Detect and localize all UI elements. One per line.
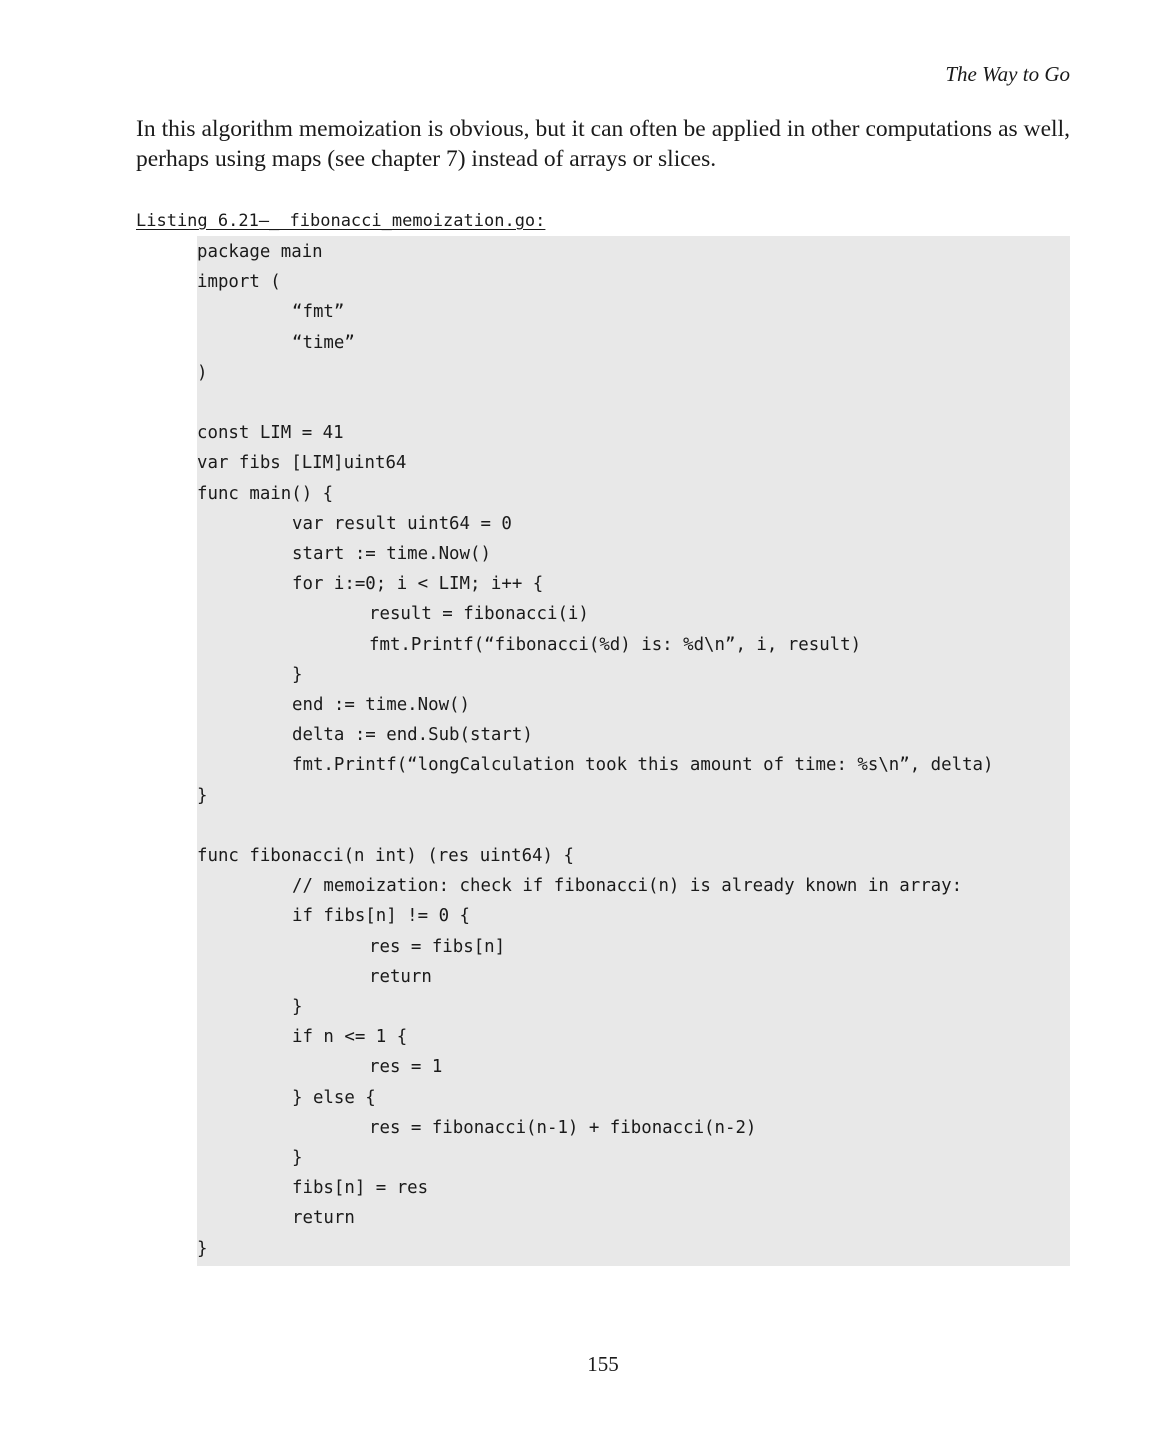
code-line: res = 1 [369, 1057, 443, 1078]
code-line: func main() { [197, 483, 334, 504]
code-line: } else { [292, 1087, 376, 1108]
code-line: fmt.Printf(“fibonacci(%d) is: %d\n”, i, result) [369, 634, 862, 655]
code-line: var result uint64 = 0 [292, 513, 512, 534]
intro-paragraph: In this algorithm memoization is obvious, but it can often be applied in other computations as well, perhaps using maps (see chapter 7) instead of arrays or slices. [136, 116, 1070, 172]
code-line: for i:=0; i < LIM; i++ { [292, 574, 544, 595]
code-line: ) [197, 362, 208, 383]
code-line: return [369, 966, 432, 987]
code-line: const LIM = 41 [197, 423, 344, 444]
code-line: func fibonacci(n int) (res uint64) { [197, 846, 574, 866]
running-header: The Way to Go [945, 62, 1070, 86]
code-line: “time” [292, 332, 355, 353]
code-line: result = fibonacci(i) [369, 604, 589, 625]
code-line: import ( [197, 272, 281, 293]
code-line: end := time.Now() [292, 695, 470, 715]
code-line: } [197, 785, 208, 806]
code-line: “fmt” [292, 302, 345, 323]
code-line: } [292, 1148, 303, 1168]
code-line: return [292, 1208, 355, 1229]
code-line: if n <= 1 { [292, 1027, 408, 1048]
code-line: var fibs [LIM]uint64 [197, 453, 407, 474]
code-line: } [292, 664, 303, 685]
code-line: } [292, 997, 303, 1017]
code-line: fmt.Printf(“longCalculation took this amount of time: %s\n”, delta) [292, 755, 994, 776]
code-listing [197, 236, 1070, 1266]
code-line: } [197, 1238, 208, 1259]
page-number: 155 [587, 1352, 619, 1376]
code-line: if fibs[n] != 0 { [292, 906, 470, 927]
code-line: res = fibonacci(n-1) + fibonacci(n-2) [369, 1117, 757, 1138]
code-line: package main [197, 242, 323, 262]
code-line: start := time.Now() [292, 544, 491, 564]
code-line: fibs[n] = res [292, 1178, 429, 1199]
code-line: // memoization: check if fibonacci(n) is already known in array: [292, 876, 963, 897]
code-line: delta := end.Sub(start) [292, 725, 533, 746]
code-line: res = fibs[n] [369, 936, 506, 957]
listing-caption: Listing 6.21—_ fibonacci_memoization.go: [136, 211, 546, 231]
